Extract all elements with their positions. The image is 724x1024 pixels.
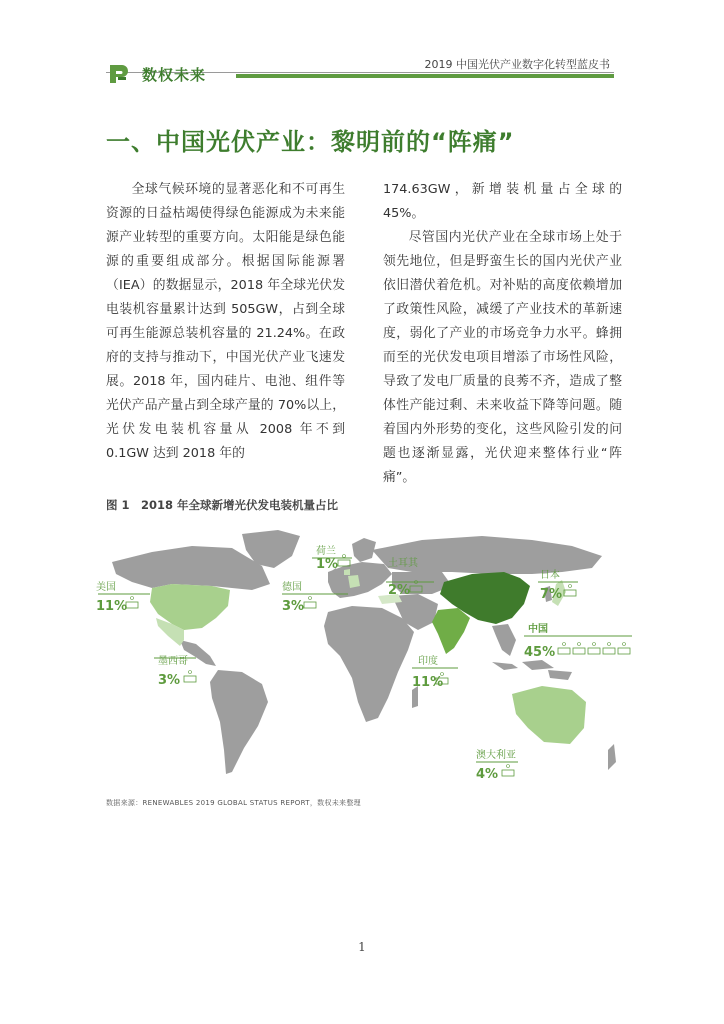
- land-africa: [324, 606, 414, 722]
- solar-panel-icon: [502, 770, 514, 776]
- solar-panel-icon: [564, 590, 576, 596]
- label-japan-value: 7%: [540, 587, 563, 602]
- sun-icon: [623, 643, 626, 646]
- label-netherlands-name: 荷兰: [316, 546, 336, 557]
- label-india-name: 印度: [418, 656, 438, 667]
- section-heading: 一、中国光伏产业：黎明前的“阵痛”: [106, 128, 515, 156]
- text-column-left: [106, 178, 345, 466]
- figure-source: 数据来源：RENEWABLES 2019 GLOBAL STATUS REPORT，数权未来整理: [106, 799, 361, 807]
- label-turkey-value: 2%: [388, 583, 411, 598]
- label-australia-name: 澳大利亚: [476, 750, 516, 761]
- solar-panel-icon: [618, 648, 630, 654]
- label-mexico-value: 3%: [158, 673, 181, 688]
- brand-divider: [236, 74, 614, 78]
- land-new-zealand: [608, 744, 616, 770]
- solar-panel-icon: [558, 648, 570, 654]
- solar-panel-icon: [573, 648, 585, 654]
- solar-panel-icon: [304, 602, 316, 608]
- region-australia: [512, 686, 586, 744]
- document-title: 2019 中国光伏产业数字化转型蓝皮书: [424, 58, 610, 71]
- label-germany-value: 3%: [282, 599, 305, 614]
- sun-icon: [309, 597, 312, 600]
- sun-icon: [131, 597, 134, 600]
- label-australia-value: 4%: [476, 767, 499, 782]
- label-usa-name: 美国: [96, 582, 116, 593]
- world-map-chart: [92, 522, 632, 792]
- solar-panel-icon: [126, 602, 138, 608]
- sun-icon: [608, 643, 611, 646]
- land-indonesia: [492, 660, 572, 680]
- region-germany: [348, 575, 360, 588]
- land-canada: [112, 546, 270, 590]
- page-number: 1: [358, 940, 366, 954]
- label-mexico-name: 墨西哥: [158, 656, 188, 667]
- region-netherlands: [344, 569, 350, 575]
- region-india: [432, 608, 470, 654]
- land-southeast-asia: [492, 624, 516, 656]
- sun-icon: [507, 765, 510, 768]
- sun-icon: [343, 555, 346, 558]
- label-usa-value: 11%: [96, 599, 128, 614]
- sun-icon: [189, 671, 192, 674]
- solar-panel-icon: [588, 648, 600, 654]
- label-india-value: 11%: [412, 675, 444, 690]
- brand-logo-icon: [106, 61, 132, 87]
- brand-name: 数权未来: [142, 66, 207, 84]
- sun-icon: [593, 643, 596, 646]
- label-germany-name: 德国: [282, 582, 302, 593]
- text-column-right: [383, 178, 622, 490]
- solar-panel-icon: [603, 648, 615, 654]
- paragraph: 全球气候环境的显著恶化和不可再生资源的日益枯竭使得绿色能源成为未来能源产业转型的重要方向。太阳能是绿色能源的重要组成部分。根据国际能源署（IEA）的数据显示，2018 年全球光伏发电装机容量累计达到 505GW，占到全球可再生能源总装机容量的 21.24%。在政府的支持与推动下，中国光伏产业飞速发展。2018 年，国内硅片、电池、组件等光伏产品产量占到全球产量的 70%以上，光伏发电装机容量从 2008 年不到 0.1GW 达到 2018 年的: [106, 182, 345, 461]
- sun-icon: [578, 643, 581, 646]
- label-netherlands-value: 1%: [316, 557, 339, 572]
- solar-panel-icon: [184, 676, 196, 682]
- label-turkey-name: 土耳其: [388, 558, 418, 569]
- label-china-name: 中国: [528, 624, 548, 635]
- land-south-america: [210, 670, 268, 774]
- paragraph: 尽管国内光伏产业在全球市场上处于领先地位，但是野蛮生长的国内光伏产业依旧潜伏着危机。对补贴的高度依赖增加了政策性风险，减缓了产业技术的革新速度，弱化了产业的市场竞争力水平。蜂拥而至的光伏发电项目增添了市场性风险，导致了发电厂质量的良莠不齐，造成了整体性产能过剩、未来收益下降等问题。随着国内外形势的变化，这些风险引发的问题也逐渐显露，光伏迎来整体行业“阵痛”。: [383, 230, 622, 485]
- sun-icon: [569, 585, 572, 588]
- label-china-value: 45%: [524, 645, 556, 660]
- paragraph-continuation: 174.63GW，新增装机量占全球的 45%。: [383, 182, 622, 221]
- label-japan-name: 日本: [540, 570, 560, 581]
- figure-caption: 图 1 2018 年全球新增光伏发电装机量占比: [106, 498, 339, 512]
- sun-icon: [563, 643, 566, 646]
